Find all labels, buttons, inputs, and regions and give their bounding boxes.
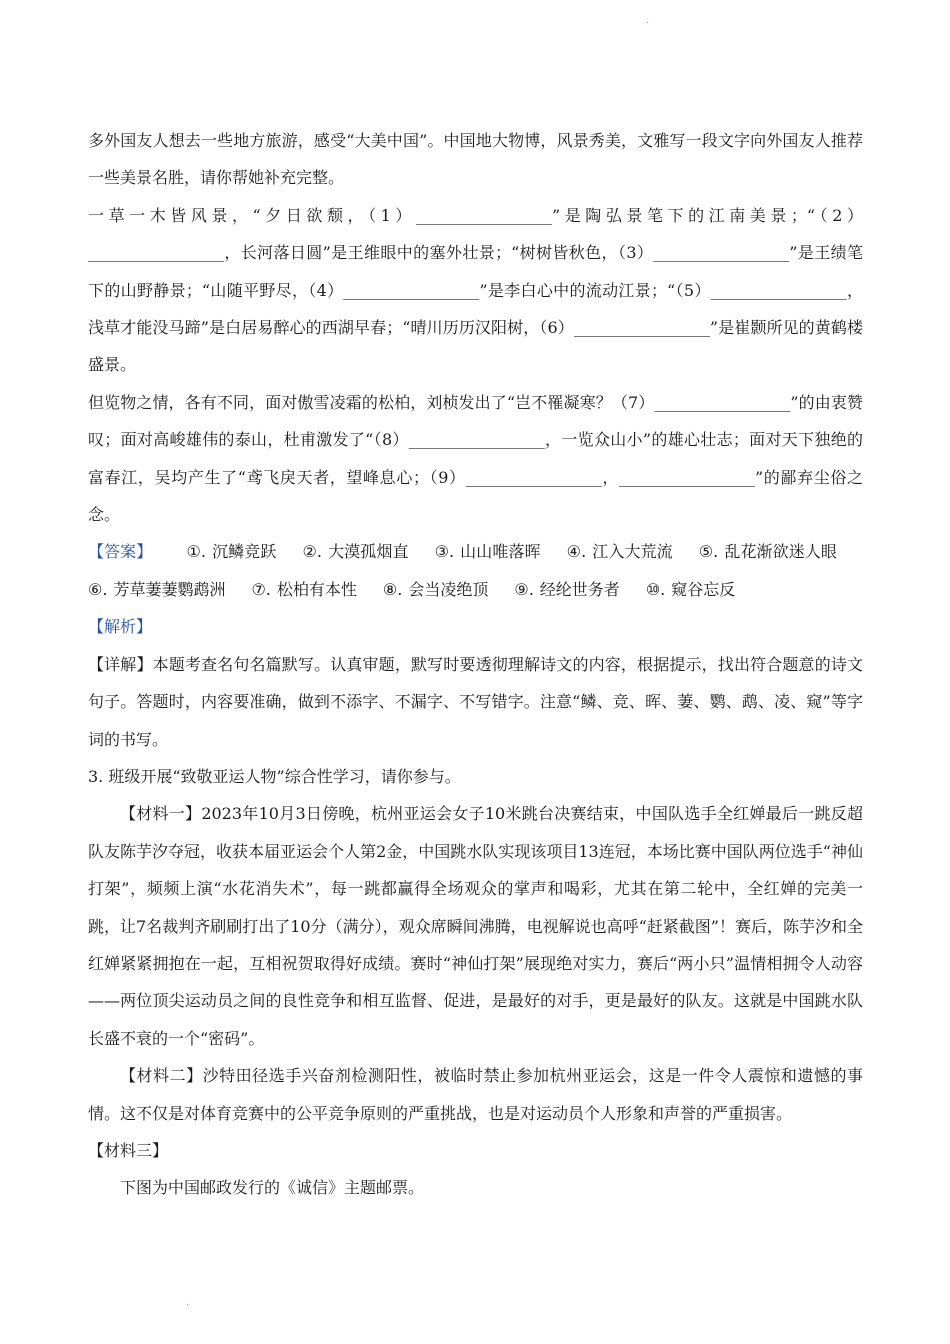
answer-item: ⑦. 松柏有本性 (251, 579, 357, 599)
answer-label: 【答案】 (88, 542, 153, 562)
material-3-label: 【材料三】 (88, 1140, 169, 1160)
answer-item: ⑨. 经纶世务者 (514, 579, 620, 599)
document-body (88, 122, 863, 1207)
page-dot-mark: · (646, 18, 650, 29)
analysis-detail: 【详解】本题考查名句名篇默写。认真审题，默写时要透彻理解诗文的内容，根据提示，找出符合题意的诗文句子。答题时，内容要准确，做到不添字、不漏字、不写错字。注意“鳞、竞、晖、萋、鹦、鹉、凌、窥”等字词的书写。 (88, 654, 863, 749)
answer-item: ⑧. 会当凌绝顶 (382, 579, 489, 599)
answer-item: ⑥. 芳草萋萋鹦鹉洲 (88, 579, 226, 599)
intro-paragraph-2: 一草一木皆风景，“夕日欲颓，（1）_________________”是陶弘景笔下的江南美景；“（2）_________________，长河落日圆”是王维眼中的塞外壮景；“树树皆秋色，（3）_________________”是王绩笔下的山野静景；“山随平野尽，（4）_________________”是李白心中的流动江景；“（5）_________________，浅草才能没马蹄”是白居易醉心的西湖早春；“晴川历历汉阳树，（6）_________________”是崔颢所见的黄鹤楼盛景。 (88, 205, 863, 375)
page-dot-mark: · (186, 1300, 190, 1311)
answer-block (88, 533, 863, 608)
material-2: 【材料二】沙特田径选手兴奋剂检测阳性，被临时禁止参加杭州亚运会，这是一件令人震惊和遗憾的事情。这不仅是对体育竞赛中的公平竞争原则的严重挑战，也是对运动员个人形象和声誉的严重损害。 (88, 1066, 863, 1123)
answer-item: ⑤. 乱花渐欲迷人眼 (698, 542, 837, 562)
answer-item: ⑩. 窥谷忘反 (645, 579, 736, 599)
answer-item: ④. 江入大荒流 (566, 542, 673, 562)
material-1: 【材料一】2023年10月3日傍晚，杭州亚运会女子10米跳台决赛结束，中国队选手全红婵最后一跳反超队友陈芋汐夺冠，收获本届亚运会个人第2金，中国跳水队实现该项目13连冠，本场比赛中国队两位选手“神仙打架”，频频上演“水花消失术”，每一跳都赢得全场观众的掌声和喝彩，尤其在第二轮中，全红婵的完美一跳，让7名裁判齐刷刷打出了10分（满分），观众席瞬间沸腾，电视解说也高呼“赶紧截图”！赛后，陈芋汐和全红婵紧紧拥抱在一起，互相祝贺取得好成绩。赛时“神仙打架”展现绝对实力，赛后“两小只”温情相拥令人动容——两位顶尖运动员之间的良性竞争和相互监督、促进，是最好的对手，更是最好的队友。这就是中国跳水队长盛不衰的一个“密码”。 (88, 804, 863, 1048)
answer-item: ①. 沉鳞竞跃 (186, 542, 277, 562)
intro-paragraph-1: 多外国友人想去一些地方旅游，感受“大美中国”。中国地大物博，风景秀美，文雅写一段文字向外国友人推荐一些美景名胜，请你帮她补充完整。 (88, 131, 863, 188)
material-3-text: 下图为中国邮政发行的《诚信》主题邮票。 (120, 1178, 425, 1198)
answer-item: ②. 大漠孤烟直 (302, 542, 409, 562)
answer-item: ③. 山山唯落晖 (434, 542, 541, 562)
intro-paragraph-3: 但览物之情，各有不同，面对傲雪凌霜的松柏，刘桢发出了“岂不罹凝寒？（7）_________________”的由衷赞叹；面对高峻雄伟的泰山，杜甫激发了“（8）_________________，一览众山小”的雄心壮志；面对天下独绝的富春江，吴均产生了“鸢飞戾天者，望峰息心；（9）_________________，_________________”的鄙弃尘俗之念。 (88, 392, 863, 525)
analysis-label: 【解析】 (88, 617, 153, 637)
question-3-title: 3. 班级开展“致敬亚运人物”综合性学习，请你参与。 (88, 766, 461, 786)
